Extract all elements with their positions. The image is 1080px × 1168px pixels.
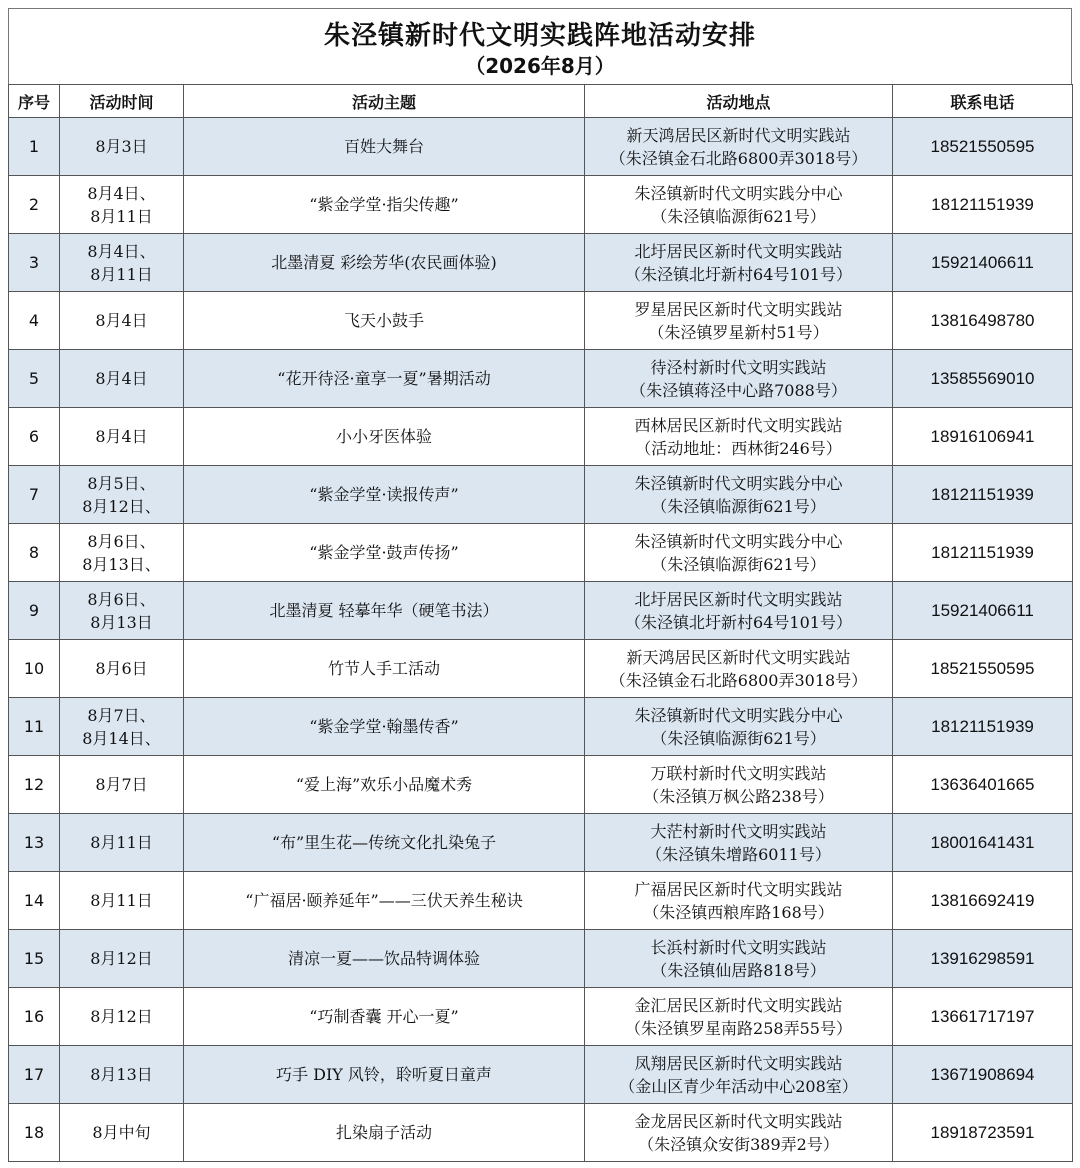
cell-phone: 18521550595 <box>893 640 1073 698</box>
cell-phone: 18918723591 <box>893 1104 1073 1162</box>
cell-theme: “布”里生花—传统文化扎染兔子 <box>184 814 585 872</box>
header-time: 活动时间 <box>60 85 184 118</box>
time-line: 8月4日 <box>95 311 148 330</box>
place-name: 北圩居民区新时代文明实践站 <box>634 241 843 261</box>
cell-theme: 北墨清夏 彩绘芳华(农民画体验) <box>184 234 585 292</box>
place-name: 金汇居民区新时代文明实践站 <box>634 995 843 1015</box>
time-line: 8月11日 <box>90 891 153 910</box>
header-no: 序号 <box>9 85 60 118</box>
place-name: 长浜村新时代文明实践站 <box>650 937 827 957</box>
cell-no: 16 <box>9 988 60 1046</box>
cell-time <box>60 292 184 350</box>
table-body <box>9 118 1073 1162</box>
cell-time-lines <box>60 704 183 750</box>
cell-time <box>60 814 184 872</box>
cell-place <box>585 350 893 408</box>
cell-time <box>60 872 184 930</box>
place-address: （朱泾镇众安街389弄2号） <box>638 1134 839 1154</box>
cell-phone: 18121151939 <box>893 176 1073 234</box>
cell-time <box>60 640 184 698</box>
cell-place <box>585 640 893 698</box>
place-name: 朱泾镇新时代文明实践分中心 <box>634 705 843 725</box>
cell-phone: 13916298591 <box>893 930 1073 988</box>
cell-time <box>60 582 184 640</box>
cell-place <box>585 292 893 350</box>
table-row <box>9 118 1073 176</box>
time-line: 8月11日 <box>90 206 153 226</box>
place-name: 广福居民区新时代文明实践站 <box>634 879 843 899</box>
place-address: （朱泾镇临源街621号） <box>651 206 826 226</box>
table-row <box>9 524 1073 582</box>
cell-place <box>585 1046 893 1104</box>
cell-phone: 13661717197 <box>893 988 1073 1046</box>
schedule-table <box>8 84 1073 1162</box>
time-line: 8月13日、 <box>82 554 161 574</box>
time-line: 8月4日 <box>95 427 148 446</box>
cell-phone: 15921406611 <box>893 234 1073 292</box>
place-name: 西林居民区新时代文明实践站 <box>634 415 843 435</box>
place-name: 新天鸿居民区新时代文明实践站 <box>626 647 851 667</box>
table-row <box>9 582 1073 640</box>
cell-time-lines <box>60 182 183 228</box>
table-row <box>9 756 1073 814</box>
cell-no: 3 <box>9 234 60 292</box>
time-line: 8月13日 <box>90 1065 153 1084</box>
place-name: 朱泾镇新时代文明实践分中心 <box>634 473 843 493</box>
cell-place <box>585 930 893 988</box>
table-row <box>9 1046 1073 1104</box>
cell-time <box>60 524 184 582</box>
cell-theme: “紫金学堂·读报传声” <box>184 466 585 524</box>
place-address: （朱泾镇罗星南路258弄55号） <box>625 1018 852 1038</box>
cell-theme: “紫金学堂·指尖传趣” <box>184 176 585 234</box>
cell-no: 15 <box>9 930 60 988</box>
cell-time-lines <box>60 889 183 912</box>
cell-theme: “爱上海”欢乐小品魔术秀 <box>184 756 585 814</box>
cell-time-lines <box>60 309 183 332</box>
cell-time <box>60 118 184 176</box>
cell-phone: 13816498780 <box>893 292 1073 350</box>
time-line: 8月14日、 <box>82 728 161 748</box>
table-header-row <box>9 85 1073 118</box>
time-line: 8月6日、 <box>87 589 156 609</box>
cell-place <box>585 1104 893 1162</box>
table-row <box>9 1104 1073 1162</box>
cell-no: 13 <box>9 814 60 872</box>
cell-theme: 飞天小鼓手 <box>184 292 585 350</box>
title-block <box>8 8 1072 84</box>
cell-phone: 13585569010 <box>893 350 1073 408</box>
cell-time <box>60 408 184 466</box>
cell-time-lines <box>60 657 183 680</box>
cell-time <box>60 1046 184 1104</box>
cell-no: 9 <box>9 582 60 640</box>
cell-time <box>60 1104 184 1162</box>
cell-time-lines <box>60 947 183 970</box>
time-line: 8月12日 <box>90 949 153 968</box>
time-line: 8月7日 <box>95 775 148 794</box>
cell-time-lines <box>60 588 183 634</box>
place-name: 北圩居民区新时代文明实践站 <box>634 589 843 609</box>
place-name: 朱泾镇新时代文明实践分中心 <box>634 531 843 551</box>
page-subtitle: （2026年8月） <box>465 54 615 78</box>
place-name: 朱泾镇新时代文明实践分中心 <box>634 183 843 203</box>
cell-theme: 百姓大舞台 <box>184 118 585 176</box>
cell-no: 2 <box>9 176 60 234</box>
cell-time <box>60 466 184 524</box>
cell-time-lines <box>60 472 183 518</box>
header-place: 活动地点 <box>585 85 893 118</box>
cell-no: 7 <box>9 466 60 524</box>
cell-theme: 北墨清夏 轻摹年华（硬笔书法） <box>184 582 585 640</box>
cell-time-lines <box>60 530 183 576</box>
time-line: 8月4日 <box>95 369 148 388</box>
place-name: 待泾村新时代文明实践站 <box>650 357 827 377</box>
cell-place <box>585 814 893 872</box>
place-address: （朱泾镇蒋泾中心路7088号） <box>630 380 847 400</box>
cell-theme: 竹节人手工活动 <box>184 640 585 698</box>
header-phone: 联系电话 <box>893 85 1073 118</box>
cell-time-lines <box>60 1121 183 1144</box>
place-name: 万联村新时代文明实践站 <box>650 763 827 783</box>
cell-phone: 18121151939 <box>893 698 1073 756</box>
cell-time <box>60 756 184 814</box>
table-row <box>9 292 1073 350</box>
cell-phone: 18916106941 <box>893 408 1073 466</box>
time-line: 8月中旬 <box>92 1123 151 1142</box>
cell-time <box>60 176 184 234</box>
cell-time-lines <box>60 1005 183 1028</box>
cell-place <box>585 524 893 582</box>
cell-theme: 扎染扇子活动 <box>184 1104 585 1162</box>
cell-no: 11 <box>9 698 60 756</box>
cell-time <box>60 350 184 408</box>
cell-time-lines <box>60 135 183 158</box>
cell-theme: “巧制香囊 开心一夏” <box>184 988 585 1046</box>
cell-time <box>60 988 184 1046</box>
time-line: 8月5日、 <box>87 473 156 493</box>
place-address: （金山区青少年活动中心208室） <box>619 1076 858 1096</box>
cell-theme: “紫金学堂·鼓声传扬” <box>184 524 585 582</box>
table-row <box>9 930 1073 988</box>
place-name: 大茫村新时代文明实践站 <box>650 821 827 841</box>
place-name: 凤翔居民区新时代文明实践站 <box>634 1053 843 1073</box>
cell-no: 17 <box>9 1046 60 1104</box>
cell-place <box>585 234 893 292</box>
table-row <box>9 466 1073 524</box>
cell-no: 14 <box>9 872 60 930</box>
cell-place <box>585 988 893 1046</box>
place-address: （朱泾镇临源街621号） <box>651 496 826 516</box>
cell-time-lines <box>60 425 183 448</box>
table-row <box>9 872 1073 930</box>
time-line: 8月11日 <box>90 833 153 852</box>
table-row <box>9 640 1073 698</box>
time-line: 8月3日 <box>95 137 148 156</box>
table-row <box>9 698 1073 756</box>
table-row <box>9 234 1073 292</box>
place-address: （朱泾镇仙居路818号） <box>651 960 826 980</box>
time-line: 8月12日 <box>90 1007 153 1026</box>
time-line: 8月7日、 <box>87 705 156 725</box>
cell-theme: “紫金学堂·翰墨传香” <box>184 698 585 756</box>
time-line: 8月4日、 <box>87 183 156 203</box>
time-line: 8月4日、 <box>87 241 156 261</box>
place-address: （朱泾镇万枫公路238号） <box>643 786 834 806</box>
cell-phone: 13816692419 <box>893 872 1073 930</box>
cell-theme: 巧手 DIY 风铃，聆听夏日童声 <box>184 1046 585 1104</box>
cell-theme: 清凉一夏——饮品特调体验 <box>184 930 585 988</box>
cell-place <box>585 466 893 524</box>
cell-theme: “广福居·颐养延年”——三伏天养生秘诀 <box>184 872 585 930</box>
table-row <box>9 814 1073 872</box>
place-address: （朱泾镇西粮库路168号） <box>643 902 834 922</box>
page-title: 朱泾镇新时代文明实践阵地活动安排 <box>323 21 756 51</box>
cell-time-lines <box>60 240 183 286</box>
cell-no: 6 <box>9 408 60 466</box>
cell-no: 10 <box>9 640 60 698</box>
cell-phone: 18521550595 <box>893 118 1073 176</box>
time-line: 8月6日、 <box>87 531 156 551</box>
table-row <box>9 408 1073 466</box>
place-address: （朱泾镇临源街621号） <box>651 554 826 574</box>
cell-theme: 小小牙医体验 <box>184 408 585 466</box>
place-address: （朱泾镇罗星新村51号） <box>648 322 829 342</box>
place-name: 罗星居民区新时代文明实践站 <box>634 299 843 319</box>
cell-time-lines <box>60 1063 183 1086</box>
cell-time-lines <box>60 773 183 796</box>
cell-theme: “花开待泾·童享一夏”暑期活动 <box>184 350 585 408</box>
cell-phone: 18121151939 <box>893 524 1073 582</box>
cell-phone: 13636401665 <box>893 756 1073 814</box>
place-address: （朱泾镇临源街621号） <box>651 728 826 748</box>
cell-place <box>585 756 893 814</box>
cell-time <box>60 698 184 756</box>
cell-no: 1 <box>9 118 60 176</box>
place-address: （朱泾镇金石北路6800弄3018号） <box>609 670 868 690</box>
place-address: （朱泾镇金石北路6800弄3018号） <box>609 148 868 168</box>
cell-time-lines <box>60 367 183 390</box>
place-address: （朱泾镇朱增路6011号） <box>646 844 831 864</box>
cell-no: 8 <box>9 524 60 582</box>
cell-time <box>60 930 184 988</box>
place-name: 金龙居民区新时代文明实践站 <box>634 1111 843 1131</box>
place-address: （朱泾镇北圩新村64号101号） <box>625 264 852 284</box>
cell-no: 18 <box>9 1104 60 1162</box>
time-line: 8月12日、 <box>82 496 161 516</box>
cell-place <box>585 582 893 640</box>
cell-time-lines <box>60 831 183 854</box>
table-row <box>9 176 1073 234</box>
time-line: 8月6日 <box>95 659 148 678</box>
cell-phone: 18001641431 <box>893 814 1073 872</box>
cell-place <box>585 118 893 176</box>
cell-no: 5 <box>9 350 60 408</box>
cell-phone: 15921406611 <box>893 582 1073 640</box>
header-theme: 活动主题 <box>184 85 585 118</box>
cell-place <box>585 408 893 466</box>
place-name: 新天鸿居民区新时代文明实践站 <box>626 125 851 145</box>
cell-phone: 18121151939 <box>893 466 1073 524</box>
place-address: （活动地址：西林街246号） <box>635 438 842 458</box>
table-row <box>9 988 1073 1046</box>
place-address: （朱泾镇北圩新村64号101号） <box>625 612 852 632</box>
cell-no: 4 <box>9 292 60 350</box>
cell-place <box>585 176 893 234</box>
time-line: 8月11日 <box>90 264 153 284</box>
cell-no: 12 <box>9 756 60 814</box>
table-row <box>9 350 1073 408</box>
time-line: 8月13日 <box>90 612 153 632</box>
cell-place <box>585 698 893 756</box>
cell-phone: 13671908694 <box>893 1046 1073 1104</box>
cell-place <box>585 872 893 930</box>
cell-time <box>60 234 184 292</box>
